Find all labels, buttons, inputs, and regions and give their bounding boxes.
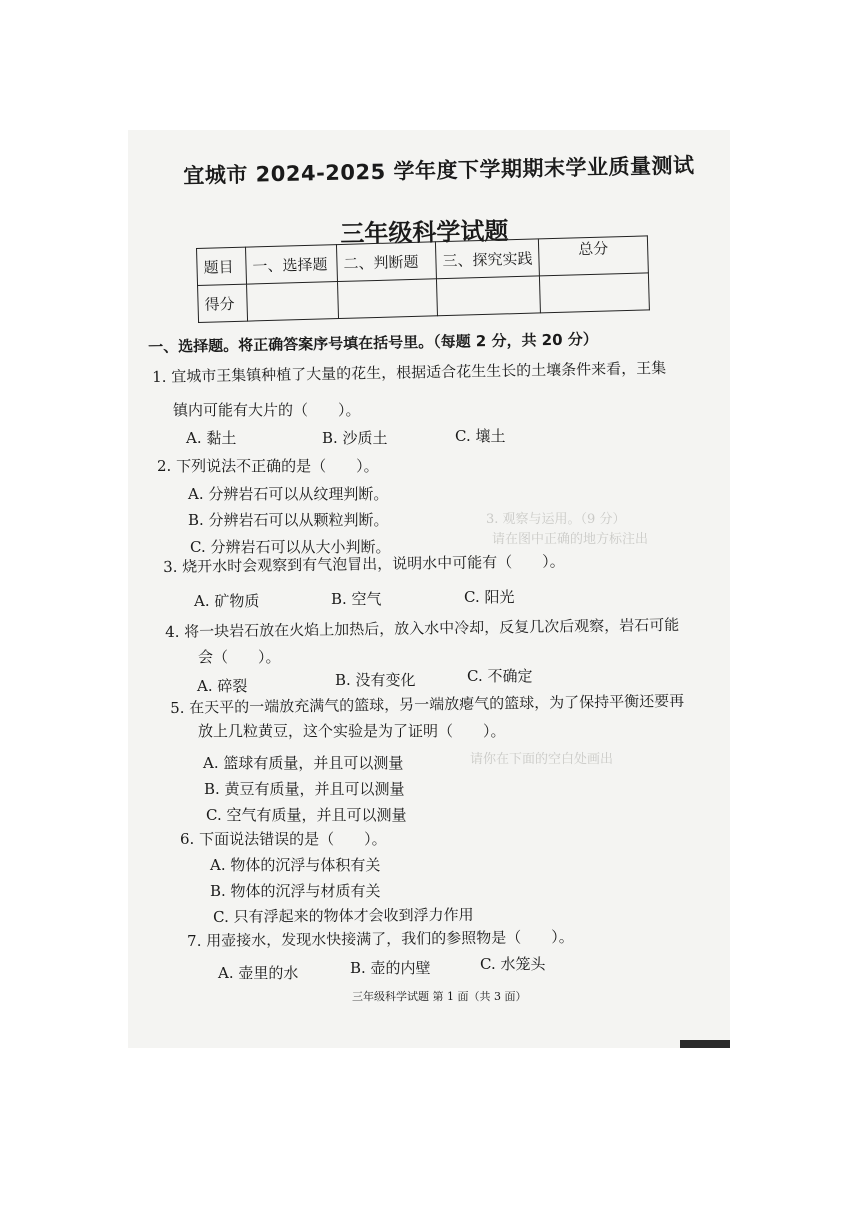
option: C. 阳光 [464, 588, 515, 606]
score-table [196, 235, 650, 323]
question-stem: 2. 下列说法不正确的是（ ）。 [157, 457, 379, 475]
section-heading: 一、选择题。将正确答案序号填在括号里。（每题 2 分，共 20 分） [148, 330, 598, 356]
score-entry-cell [539, 273, 649, 313]
question-stem: 3. 烧开水时会观察到有气泡冒出，说明水中可能有（ ）。 [163, 552, 565, 576]
option: B. 分辨岩石可以从颗粒判断。 [188, 511, 389, 529]
score-cell: 题目 [197, 247, 247, 285]
option: A. 壶里的水 [218, 964, 299, 982]
option: A. 分辨岩石可以从纹理判断。 [188, 485, 389, 503]
question-stem: 6. 下面说法错误的是（ ）。 [180, 830, 387, 848]
option: A. 黏土 [186, 429, 237, 447]
option: C. 分辨岩石可以从大小判断。 [190, 538, 391, 556]
score-entry-cell [337, 279, 437, 319]
option: B. 没有变化 [335, 671, 416, 689]
question-stem: 4. 将一块岩石放在火焰上加热后，放入水中冷却，反复几次后观察，岩石可能 [165, 615, 680, 641]
page-footer: 三年级科学试题 第 1 面（共 3 面） [352, 990, 527, 1003]
option: B. 空气 [331, 590, 382, 608]
option: A. 矿物质 [194, 592, 260, 610]
option: B. 黄豆有质量，并且可以测量 [204, 780, 405, 798]
question-stem: 会（ ）。 [198, 648, 281, 666]
bleed-through-text: 请你在下面的空白处画出 [470, 752, 614, 767]
score-cell: 总分 [538, 236, 648, 276]
option: A. 物体的沉浮与体积有关 [210, 856, 381, 874]
paper-edge-shadow [680, 1040, 730, 1048]
score-cell: 三、探究实践 [435, 239, 539, 279]
option: A. 碎裂 [197, 677, 248, 695]
score-entry-cell [247, 282, 339, 322]
question-stem: 镇内可能有大片的（ ）。 [173, 401, 361, 419]
option: B. 壶的内壁 [350, 959, 431, 977]
question-stem: 放上几粒黄豆，这个实验是为了证明（ ）。 [198, 722, 506, 740]
page-title: 宜城市 2024-2025 学年度下学期期末学业质量测试 [183, 153, 695, 188]
bleed-through-text: 请在图中正确的地方标注出 [492, 532, 649, 547]
question-stem: 5. 在天平的一端放充满气的篮球，另一端放瘪气的篮球，为了保持平衡还要再 [170, 691, 685, 717]
bleed-through-text: 3. 观察与运用。（9 分） [486, 512, 626, 527]
page-subtitle: 三年级科学试题 [340, 216, 509, 248]
option: C. 不确定 [467, 667, 533, 685]
option: B. 沙质土 [322, 429, 388, 447]
option: B. 物体的沉浮与材质有关 [210, 882, 381, 900]
question-stem: 1. 宜城市王集镇种植了大量的花生，根据适合花生生长的土壤条件来看，王集 [152, 359, 667, 386]
option: C. 空气有质量，并且可以测量 [206, 806, 407, 824]
option: C. 只有浮起来的物体才会收到浮力作用 [213, 905, 474, 926]
score-entry-cell [436, 276, 540, 316]
option: A. 篮球有质量，并且可以测量 [203, 754, 404, 772]
score-cell: 一、选择题 [245, 245, 337, 285]
option: C. 水笼头 [480, 955, 546, 973]
score-cell: 二、判断题 [336, 242, 436, 282]
option: C. 壤土 [455, 427, 506, 445]
question-stem: 7. 用壶接水，发现水快接满了，我们的参照物是（ ）。 [187, 927, 574, 950]
score-cell: 得分 [198, 284, 248, 322]
